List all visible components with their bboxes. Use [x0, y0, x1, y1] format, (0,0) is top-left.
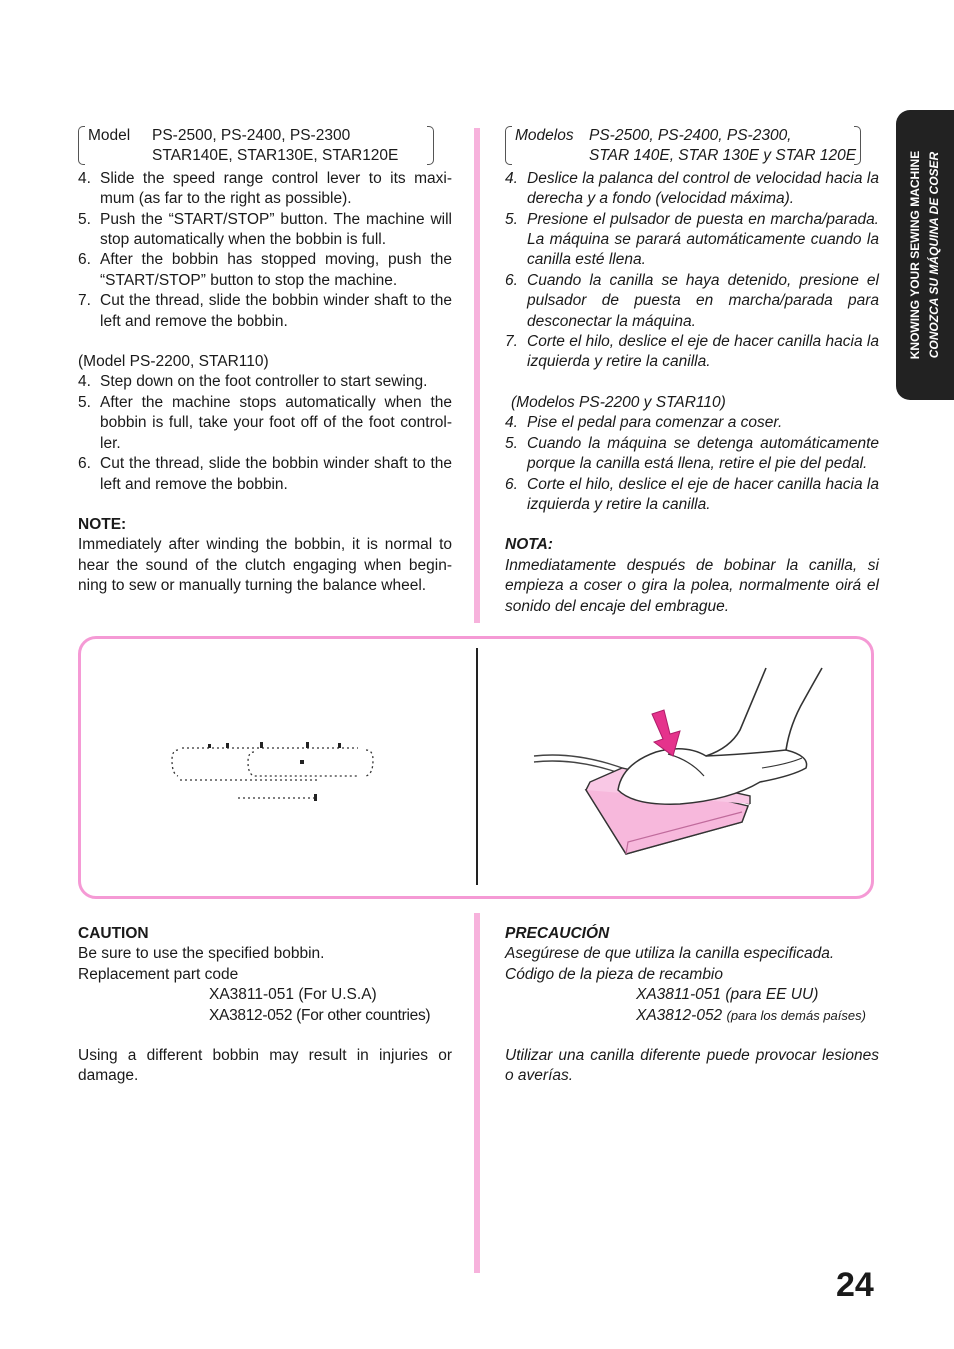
side-tab-line1: KNOWING YOUR SEWING MACHINE: [908, 150, 922, 360]
spanish-caution: [505, 924, 879, 1087]
list-item: 4. Step down on the foot controller to start sewing.: [78, 373, 428, 391]
list-item: 5. Presione el pulsador de puesta en marcha/parada. La máquina se parará automáticamente cuando la canilla esté llena.: [505, 210, 879, 269]
steps-list-a: [78, 169, 452, 332]
side-tab-line2: CONOZCA SU MÁQUINA DE COSER: [927, 151, 941, 359]
caution-title: CAUTION: [78, 925, 149, 942]
list-item: 4. Deslice la palanca del control de velocidad hacia la derecha y a fondo (velocidad máxima).: [505, 169, 879, 208]
bottom-column-divider: [474, 913, 480, 1273]
model-bracket: [505, 126, 879, 167]
list-item: 5. Push the “START/STOP” button. The machine will stop automatically when the bobbin is full.: [78, 210, 452, 249]
caution-warning: Utilizar una canilla diferente puede provocar lesiones o averías.: [505, 1047, 879, 1085]
note-title: NOTE:: [78, 515, 127, 533]
note-text: Inmediatamente después de bobinar la canilla, si empieza a coser o gira la polea, normalmente oirá el sonido del encaje del embrague.: [505, 556, 879, 615]
part-code-2: XA3812-052 (para los demás países): [636, 1006, 866, 1024]
model2-heading: (Modelos PS-2200 y STAR110): [511, 393, 726, 411]
part-code-1: XA3811-051 (For U.S.A): [209, 986, 377, 1004]
caution-line1: Asegúrese de que utiliza la canilla especificada.: [505, 945, 835, 963]
list-item: 6. Cuando la canilla se haya detenido, presione el pulsador de puesta en marcha/parada para desconectar la máquina.: [505, 271, 879, 330]
list-item: 6. Corte el hilo, deslice el eje de hacer canilla hacia la izquierda y retire la canilla.: [505, 475, 879, 513]
caution-title: PRECAUCIÓN: [505, 925, 610, 942]
list-item: 6. Cut the thread, slide the bobbin winder shaft to the left and remove the bobbin.: [78, 455, 452, 493]
list-item: 5. Cuando la máquina se detenga automáticamente porque la canilla está llena, retire el pie del pedal.: [505, 434, 879, 473]
model-bracket: [78, 126, 452, 167]
page-number: 24: [836, 1266, 874, 1304]
list-item: 4. Pise el pedal para comenzar a coser.: [505, 414, 783, 432]
list-item: 7. Cut the thread, slide the bobbin winder shaft to the left and remove the bobbin.: [78, 292, 452, 330]
list-item: 6. After the bobbin has stopped moving, push the “START/STOP” button to stop the machine.: [78, 251, 452, 289]
illustration-divider: [476, 648, 478, 885]
caution-line1: Be sure to use the specified bobbin.: [78, 945, 325, 963]
caution-line2: Replacement part code: [78, 965, 239, 983]
part-code-1: XA3811-051 (para EE UU): [636, 986, 819, 1004]
top-column-divider: [474, 128, 480, 623]
steps-list-b: [78, 372, 452, 494]
model-line2: STAR140E, STAR130E, STAR120E: [152, 147, 399, 165]
english-caution: [78, 924, 452, 1087]
part-code-2: XA3812-052 (For other countries): [209, 1006, 431, 1024]
list-item: 7. Corte el hilo, deslice el eje de hacer canilla hacia la izquierda y retire la canilla.: [505, 333, 879, 371]
side-tab: [896, 110, 954, 400]
foot-pedal-illustration: [530, 664, 850, 874]
caution-line2: Código de la pieza de recambio: [505, 965, 723, 983]
english-instructions: [78, 126, 452, 597]
model-line1: PS-2500, PS-2400, PS-2300,: [589, 127, 792, 144]
model-line1: PS-2500, PS-2400, PS-2300: [152, 127, 351, 144]
model-line2: STAR 140E, STAR 130E y STAR 120E: [589, 147, 857, 165]
model-label: Modelos: [515, 127, 574, 144]
steps-list-a: [505, 169, 879, 373]
list-item: 5. After the machine stops automatically when the bobbin is full, take your foot off of the foot control-ler.: [78, 393, 452, 452]
model-label: Model: [88, 127, 131, 144]
list-item: 4. Slide the speed range control lever to its maxi-mum (as far to the right as possible).: [78, 169, 452, 208]
caution-warning: Using a different bobbin may result in injuries or damage.: [78, 1047, 452, 1085]
steps-list-b: [505, 413, 879, 515]
faint-model-bracket-graphic: [168, 736, 380, 804]
spanish-instructions: [505, 126, 879, 617]
note-text: Immediately after winding the bobbin, it is normal to hear the sound of the clutch engaging when begin-ning to sew or manually turning the balance wheel.: [78, 536, 452, 595]
model2-heading: (Model PS-2200, STAR110): [78, 353, 269, 371]
side-tab-text: [896, 110, 954, 400]
note-title: NOTA:: [505, 536, 553, 554]
